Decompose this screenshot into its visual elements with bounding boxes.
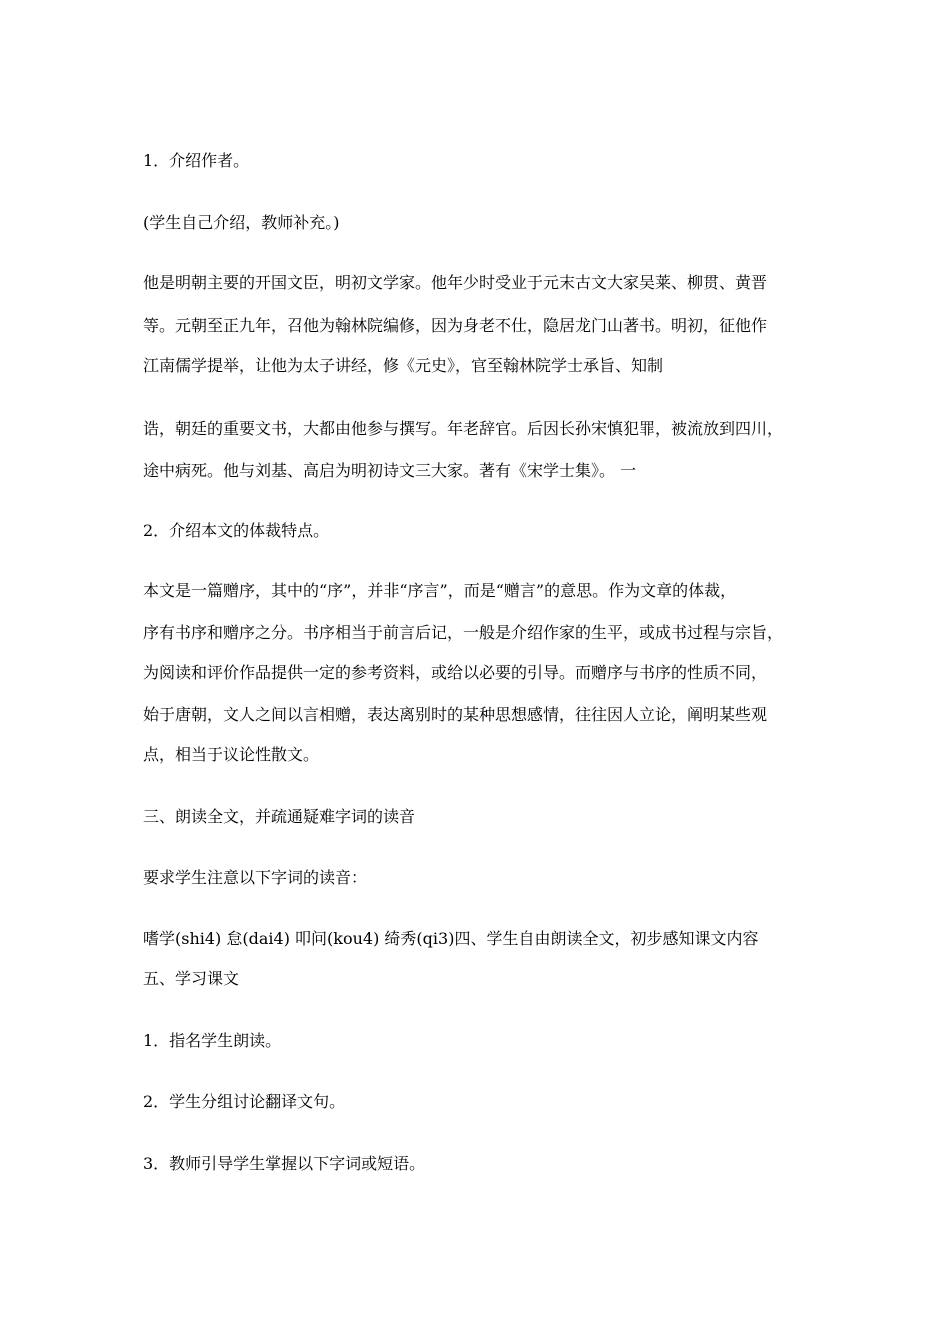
author-bio-line-2: 等。元朝至正九年，召他为翰林院编修，因为身老不仕，隐居龙门山著书。明初，征他作 (143, 316, 768, 335)
genre-paragraph-line-2: 序有书序和赠序之分。书序相当于前言后记，一般是介绍作家的生平，或成书过程与宗旨， (143, 623, 784, 642)
step-teacher-guidance: 3．教师引导学生掌握以下字词或短语。 (143, 1154, 426, 1173)
pronunciation-words: 嗜学(shi4) 怠(dai4) 叩问(kou4) 绮秀(qi3)四、学生自由朗读全文，初步感知课文内容 (143, 929, 759, 948)
genre-paragraph-line-4: 始于唐朝，文人之间以言相赠，表达离别时的某种思想感情，往往因人立论，阐明某些观 (143, 705, 768, 724)
genre-paragraph-line-5: 点，相当于议论性散文。 (143, 745, 320, 764)
step-read-aloud: 1．指名学生朗读。 (143, 1031, 282, 1050)
author-bio-line-5: 途中病死。他与刘基、高启为明初诗文三大家。著有《宋学士集》。 一 (143, 461, 637, 480)
genre-paragraph-line-1: 本文是一篇赠序，其中的“序”，并非“序言”，而是“赠言”的意思。作为文章的体裁， (143, 581, 737, 600)
heading-section-five: 五、学习课文 (143, 969, 240, 988)
author-bio-line-4: 诰，朝廷的重要文书，大都由他参与撰写。年老辞官。后因长孙宋慎犯罪，被流放到四川， (143, 419, 784, 438)
author-bio-line-1: 他是明朝主要的开国文臣，明初文学家。他年少时受业于元末古文大家吴莱、柳贯、黄晋 (143, 273, 768, 292)
instruction-note: (学生自己介绍，教师补充。) (143, 213, 340, 232)
heading-genre-features: 2．介绍本文的体裁特点。 (143, 521, 330, 540)
heading-section-three: 三、朗读全文，并疏通疑难字词的读音 (143, 807, 416, 826)
pronunciation-requirement: 要求学生注意以下字词的读音： (143, 868, 368, 887)
step-group-discussion: 2．学生分组讨论翻译文句。 (143, 1092, 346, 1111)
author-bio-line-3: 江南儒学提举，让他为太子讲经，修《元史》，官至翰林院学士承旨、知制 (143, 356, 664, 375)
heading-introduce-author: 1．介绍作者。 (143, 151, 250, 170)
genre-paragraph-line-3: 为阅读和评价作品提供一定的参考资料，或给以必要的引导。而赠序与书序的性质不同， (143, 663, 768, 682)
